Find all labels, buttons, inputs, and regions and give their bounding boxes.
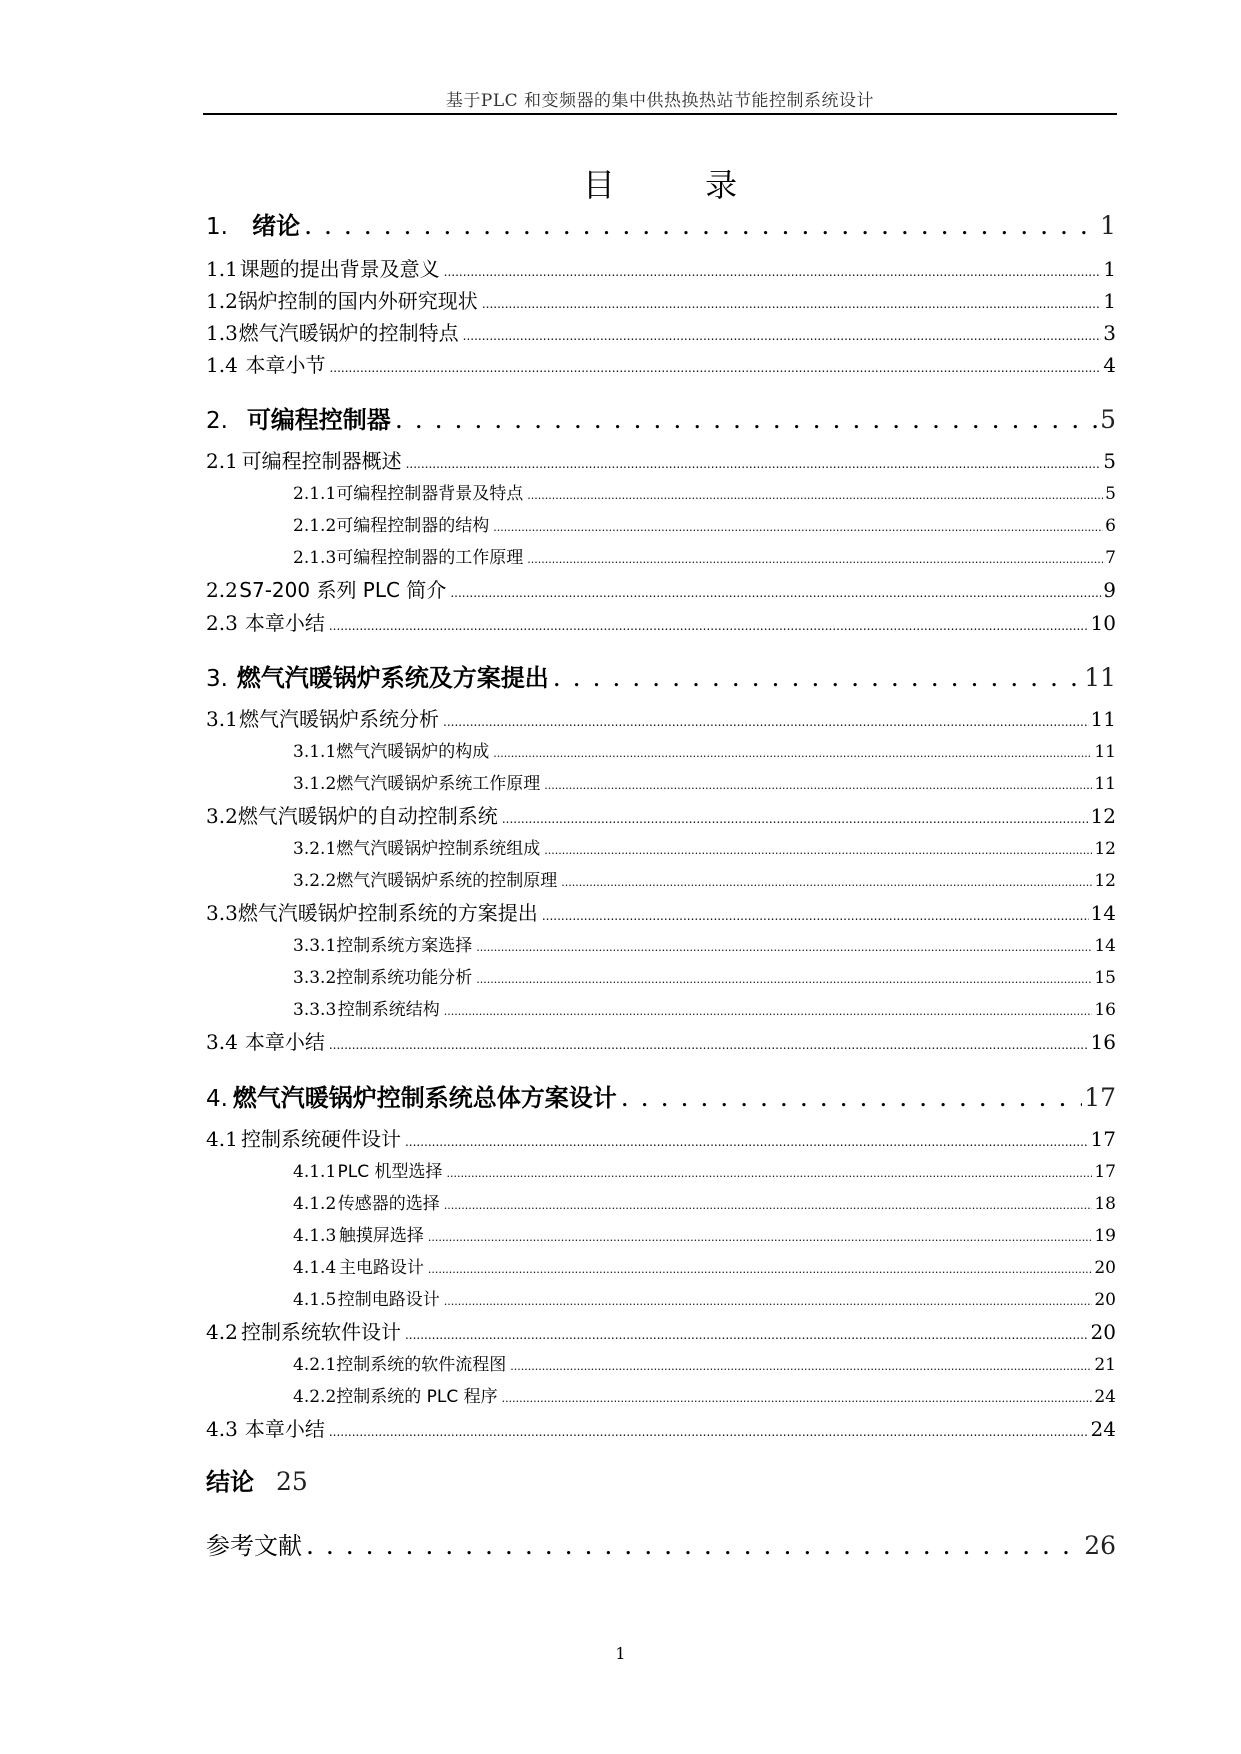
toc-entry[interactable] bbox=[206, 400, 1116, 435]
toc-entry-page: 12 bbox=[1094, 871, 1116, 891]
toc-entry-number: 4.1.4 bbox=[293, 1258, 337, 1278]
toc-entry-number: 4.1.2 bbox=[293, 1194, 337, 1214]
toc-entry-label: 控制系统的软件流程图 bbox=[336, 1355, 507, 1375]
toc-entry[interactable] bbox=[206, 1078, 1116, 1113]
dot-leader bbox=[428, 1258, 1093, 1278]
toc-entry[interactable] bbox=[206, 703, 1116, 732]
dot-leader bbox=[405, 1320, 1089, 1344]
toc-entry[interactable] bbox=[206, 574, 1116, 603]
running-header: 基于PLC 和变频器的集中供热换热站节能控制系统设计 bbox=[445, 91, 875, 111]
toc-entry-page: 16 bbox=[1090, 1030, 1116, 1054]
dot-leader bbox=[304, 211, 1098, 240]
toc-entry-page: 12 bbox=[1090, 804, 1116, 828]
toc-entry-page: 15 bbox=[1094, 968, 1116, 988]
toc-entry-label: 锅炉控制的国内外研究现状 bbox=[237, 289, 478, 313]
toc-entry-label: 燃气汽暖锅炉控制系统的方案提出 bbox=[237, 901, 538, 925]
toc-entry[interactable] bbox=[206, 253, 1116, 282]
toc-entry[interactable] bbox=[206, 963, 1116, 988]
toc-entry-page: 25 bbox=[276, 1467, 308, 1496]
toc-entry[interactable] bbox=[206, 737, 1116, 762]
toc-entry-number: 2.1.1 bbox=[293, 484, 337, 504]
dot-leader bbox=[447, 1162, 1093, 1182]
toc-entry-label: 本章小结 bbox=[244, 611, 325, 635]
toc-entry[interactable] bbox=[206, 1382, 1116, 1407]
toc-entry-number: 3.1.1 bbox=[293, 742, 337, 762]
toc-entry[interactable] bbox=[206, 1316, 1116, 1345]
dot-leader bbox=[306, 1531, 1082, 1560]
toc-entry-label: 燃气汽暖锅炉控制系统总体方案设计 bbox=[232, 1084, 617, 1112]
toc-entry-number: 1.2 bbox=[206, 289, 238, 313]
toc-entry[interactable] bbox=[206, 511, 1116, 536]
dot-leader bbox=[329, 1030, 1089, 1054]
toc-entry-number: 2.1 bbox=[206, 449, 238, 473]
toc-entry-number: 1.4 bbox=[206, 353, 238, 377]
dot-leader bbox=[482, 289, 1101, 313]
toc-entry-label: 主电路设计 bbox=[338, 1258, 424, 1278]
toc-entry-page: 11 bbox=[1094, 774, 1116, 794]
toc-entry-number: 2.2 bbox=[206, 578, 238, 602]
toc-entry-number: 4.1.3 bbox=[293, 1226, 337, 1246]
toc-entry[interactable] bbox=[206, 1350, 1116, 1375]
toc-entry-label: 可编程控制器的结构 bbox=[336, 516, 490, 536]
toc-entry[interactable] bbox=[206, 445, 1116, 474]
toc-entry-label: 绪论 bbox=[252, 212, 301, 240]
toc-entry[interactable] bbox=[206, 866, 1116, 891]
toc-entry-number: 4.2.1 bbox=[293, 1355, 337, 1375]
toc-entry-page: 19 bbox=[1094, 1226, 1116, 1246]
toc-entry[interactable] bbox=[206, 800, 1116, 829]
dot-leader bbox=[450, 578, 1101, 602]
toc-entry-label: 燃气汽暖锅炉控制系统组成 bbox=[336, 839, 541, 859]
toc-entry-label: 燃气汽暖锅炉的构成 bbox=[336, 742, 490, 762]
toc-entry-number: 4.2 bbox=[206, 1320, 238, 1344]
toc-entry-page: 24 bbox=[1094, 1387, 1116, 1407]
dot-leader bbox=[527, 484, 1103, 504]
toc-entry-page: 14 bbox=[1094, 936, 1116, 956]
toc-entry-page: 20 bbox=[1094, 1258, 1116, 1278]
toc-entry-page: 3 bbox=[1103, 321, 1116, 345]
dot-leader bbox=[493, 516, 1103, 536]
dot-leader bbox=[444, 257, 1102, 281]
toc-entry[interactable] bbox=[206, 285, 1116, 314]
dot-leader bbox=[542, 901, 1089, 925]
toc-entry[interactable] bbox=[206, 479, 1116, 504]
dot-leader bbox=[544, 774, 1092, 794]
toc-entry-page: 18 bbox=[1094, 1194, 1116, 1214]
toc-entry-label: 本章小结 bbox=[244, 1030, 325, 1054]
toc-entry-label: 燃气汽暖锅炉系统及方案提出 bbox=[236, 664, 549, 692]
toc-entry-label: 控制系统硬件设计 bbox=[240, 1127, 401, 1151]
dot-leader bbox=[527, 548, 1103, 568]
dot-leader bbox=[443, 707, 1089, 731]
toc-entry[interactable] bbox=[206, 658, 1116, 693]
toc-entry-page: 1 bbox=[1103, 289, 1116, 313]
dot-leader bbox=[428, 1226, 1093, 1246]
toc-entry-label: 控制系统软件设计 bbox=[240, 1320, 401, 1344]
toc-entry-number: 3.2.2 bbox=[293, 871, 337, 891]
toc-entry-number: 4.2.2 bbox=[293, 1387, 337, 1407]
toc-entry-number: 3.2.1 bbox=[293, 839, 337, 859]
toc-entry-page: 5 bbox=[1100, 405, 1116, 434]
toc-entry-label: 触摸屏选择 bbox=[338, 1226, 424, 1246]
dot-leader bbox=[561, 871, 1092, 891]
toc-entry-number: 2. bbox=[206, 408, 228, 434]
dot-leader bbox=[493, 742, 1092, 762]
toc-entry-number: 1. bbox=[206, 214, 228, 240]
toc-entry-page: 7 bbox=[1105, 548, 1116, 568]
toc-entry-page: 17 bbox=[1084, 1083, 1116, 1112]
toc-entry-label: 控制系统结构 bbox=[337, 1000, 440, 1020]
toc-entry-number: 3.3.1 bbox=[293, 936, 337, 956]
toc-entry[interactable] bbox=[206, 1026, 1116, 1055]
toc-entry-label: 参考文献 bbox=[206, 1532, 302, 1560]
toc-entry-label: PLC 机型选择 bbox=[337, 1162, 443, 1182]
toc-entry-label: S7-200 系列 PLC 简介 bbox=[239, 578, 447, 602]
dot-leader bbox=[476, 936, 1092, 956]
toc-entry[interactable] bbox=[206, 769, 1116, 794]
dot-leader bbox=[329, 353, 1101, 377]
dot-leader bbox=[405, 1127, 1089, 1151]
toc-entry-number: 3.1 bbox=[206, 707, 238, 731]
toc-entry[interactable] bbox=[206, 931, 1116, 956]
dot-leader bbox=[329, 611, 1089, 635]
toc-entry[interactable] bbox=[206, 1253, 1116, 1278]
header-rule bbox=[203, 113, 1117, 115]
toc-entry-label: 控制系统功能分析 bbox=[336, 968, 473, 988]
toc-entry-label: 控制系统的 PLC 程序 bbox=[336, 1387, 498, 1407]
toc-entry-label: 可编程控制器背景及特点 bbox=[336, 484, 524, 504]
toc-entry[interactable] bbox=[206, 1123, 1116, 1152]
dot-leader bbox=[553, 663, 1082, 692]
toc-entry-page: 24 bbox=[1090, 1417, 1116, 1441]
dot-leader bbox=[329, 1417, 1089, 1441]
dot-leader bbox=[510, 1355, 1092, 1375]
toc-entry-number: 3.3.2 bbox=[293, 968, 337, 988]
toc-entry[interactable] bbox=[206, 1221, 1116, 1246]
toc-entry-number: 4.1 bbox=[206, 1127, 238, 1151]
toc-entry-page: 5 bbox=[1103, 449, 1116, 473]
toc-entry-page: 17 bbox=[1090, 1127, 1116, 1151]
toc-entry-page: 6 bbox=[1105, 516, 1116, 536]
toc-entry-label: 结论 bbox=[206, 1468, 254, 1496]
dot-leader bbox=[544, 839, 1092, 859]
toc-entry-page: 12 bbox=[1094, 839, 1116, 859]
toc-entry-number: 4.1.1 bbox=[293, 1162, 337, 1182]
toc-entry-label: 控制电路设计 bbox=[337, 1290, 440, 1310]
toc-entry-number: 4.3 bbox=[206, 1417, 238, 1441]
dot-leader bbox=[444, 1290, 1093, 1310]
toc-entry-number: 3. bbox=[206, 666, 228, 692]
toc-entry-number: 4.1.5 bbox=[293, 1290, 337, 1310]
toc-entry-label: 燃气汽暖锅炉的自动控制系统 bbox=[237, 804, 498, 828]
dot-leader bbox=[476, 968, 1092, 988]
toc-entry[interactable] bbox=[206, 349, 1116, 378]
toc-entry-label: 可编程控制器 bbox=[246, 406, 391, 434]
toc-entry-number: 1.1 bbox=[206, 257, 238, 281]
toc-entry-page: 11 bbox=[1090, 707, 1116, 731]
toc-entry-page: 20 bbox=[1094, 1290, 1116, 1310]
toc-entry[interactable] bbox=[206, 1285, 1116, 1310]
toc-entry-label: 燃气汽暖锅炉系统分析 bbox=[239, 707, 439, 731]
dot-leader bbox=[502, 1387, 1093, 1407]
dot-leader bbox=[502, 804, 1089, 828]
toc-entry-page: 26 bbox=[1084, 1531, 1116, 1560]
toc-entry-label: 燃气汽暖锅炉系统的控制原理 bbox=[336, 871, 558, 891]
toc-entry-label: 本章小结 bbox=[244, 1417, 325, 1441]
toc-entry[interactable] bbox=[206, 543, 1116, 568]
dot-leader bbox=[463, 321, 1102, 345]
toc-entry-page: 21 bbox=[1094, 1355, 1116, 1375]
toc-entry-number: 4. bbox=[206, 1086, 228, 1112]
toc-entry[interactable] bbox=[206, 607, 1116, 636]
toc-entry[interactable] bbox=[206, 995, 1116, 1020]
toc-entry-label: 燃气汽暖锅炉的控制特点 bbox=[238, 321, 459, 345]
toc-entry-page: 1 bbox=[1100, 211, 1116, 240]
toc-entry-label: 可编程控制器的工作原理 bbox=[336, 548, 524, 568]
toc-entry-number: 2.1.3 bbox=[293, 548, 337, 568]
dot-leader bbox=[406, 449, 1102, 473]
toc-entry-page: 11 bbox=[1084, 663, 1116, 692]
dot-leader bbox=[621, 1083, 1082, 1112]
toc-entry-number: 1.3 bbox=[206, 321, 238, 345]
dot-leader bbox=[444, 1194, 1093, 1214]
toc-entry[interactable] bbox=[206, 317, 1116, 346]
page-number: 1 bbox=[615, 1644, 626, 1663]
toc-entry-number: 3.3 bbox=[206, 901, 238, 925]
toc-entry-references[interactable] bbox=[206, 1526, 1116, 1561]
toc-entry[interactable] bbox=[206, 897, 1116, 926]
toc-entry-label: 控制系统方案选择 bbox=[336, 936, 473, 956]
toc-entry-page: 17 bbox=[1094, 1162, 1116, 1182]
toc-entry-page: 1 bbox=[1103, 257, 1116, 281]
toc-entry-number: 3.3.3 bbox=[293, 1000, 337, 1020]
toc-entry-number: 3.1.2 bbox=[293, 774, 337, 794]
toc-entry-page: 20 bbox=[1090, 1320, 1116, 1344]
toc-entry-conclusion[interactable] bbox=[206, 1462, 1116, 1497]
dot-leader bbox=[395, 405, 1098, 434]
toc-entry[interactable] bbox=[206, 1157, 1116, 1182]
toc-entry[interactable] bbox=[206, 1413, 1116, 1442]
toc-entry-page: 11 bbox=[1094, 742, 1116, 762]
toc-entry-number: 3.4 bbox=[206, 1030, 238, 1054]
toc-entry-label: 课题的提出背景及意义 bbox=[239, 257, 440, 281]
toc-entry-page: 16 bbox=[1094, 1000, 1116, 1020]
toc-entry-page: 5 bbox=[1105, 484, 1116, 504]
toc-entry-number: 2.3 bbox=[206, 611, 238, 635]
toc-entry-number: 2.1.2 bbox=[293, 516, 337, 536]
toc-entry[interactable] bbox=[206, 1189, 1116, 1214]
toc-entry-page: 9 bbox=[1103, 578, 1116, 602]
toc-entry-label: 可编程控制器概述 bbox=[241, 449, 402, 473]
toc-entry-label: 燃气汽暖锅炉系统工作原理 bbox=[336, 774, 541, 794]
toc-entry-label: 传感器的选择 bbox=[337, 1194, 440, 1214]
toc-entry-number: 3.2 bbox=[206, 804, 238, 828]
toc-entry[interactable] bbox=[206, 834, 1116, 859]
toc-title: 目 录 bbox=[582, 166, 778, 204]
toc-entry-page: 4 bbox=[1103, 353, 1116, 377]
toc-entry-label: 本章小节 bbox=[245, 353, 326, 377]
toc-entry-page: 10 bbox=[1090, 611, 1116, 635]
toc-entry[interactable] bbox=[206, 206, 1116, 241]
dot-leader bbox=[444, 1000, 1093, 1020]
toc-entry-page: 14 bbox=[1090, 901, 1116, 925]
